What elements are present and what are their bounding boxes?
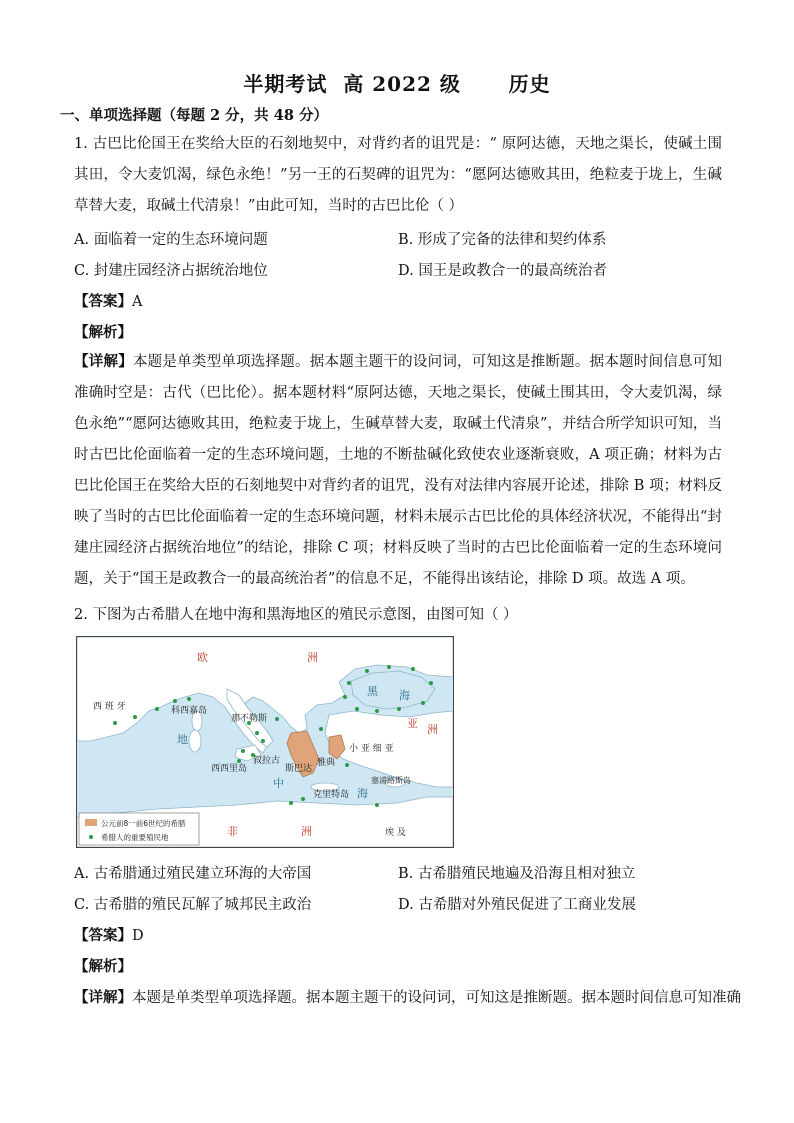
colony-dot (237, 759, 241, 763)
q2-detail-text: 本题是单类型单项选择题。据本题主题干的设问词，可知这是推断题。据本题时间信息可知准确 (132, 990, 741, 1006)
colony-dot (343, 695, 347, 699)
map-label-asia: 亚 (407, 717, 418, 730)
detail-label: 【详解】 (74, 353, 133, 370)
colony-dot (397, 707, 401, 711)
colony-dot (365, 669, 369, 673)
q2-option-d: D. 古希腊对外殖民促进了工商业发展 (398, 897, 636, 913)
sardinia (189, 730, 201, 752)
q1-analysis-label: 【解析】 (74, 324, 132, 341)
colony-dot (261, 739, 265, 743)
answer-label: 【答案】 (74, 293, 132, 310)
colony-dot (289, 801, 293, 805)
map-label-sparta: 斯巴达 (285, 764, 313, 774)
question-1-stem: 1. 古巴比伦国王在奖给大臣的石刻地契中，对背约者的诅咒是：“ 原阿达德，天地之渠长，使碱土围其田，令大麦饥渴，绿色永绝！”另一王的石契碑的诅咒为：“愿阿达德败其田，绝粒麦于垅上，生碱草替大麦，取碱土代清泉！”由此可知，当时的古巴比伦（ ） (74, 136, 722, 214)
map-label-blacksea: 海 (399, 689, 410, 702)
colony-dot (113, 721, 117, 725)
q2-option-a: A. 古希腊通过殖民建立环海的大帝国 (74, 866, 312, 882)
q1-answer: A (132, 294, 143, 310)
map-label-africa: 洲 (301, 825, 312, 838)
colony-dot (319, 727, 323, 731)
colony-dot (275, 717, 279, 721)
detail-label: 【详解】 (74, 989, 132, 1006)
map-label-egypt: 埃 及 (385, 828, 406, 838)
q1-option-c: C. 封建庄园经济占据统治地位 (74, 263, 268, 279)
map-label-med: 地 (177, 733, 188, 746)
colony-dot (155, 707, 159, 711)
legend-colony-label: 希腊人的重要殖民地 (101, 833, 169, 842)
map-label-cyprus: 塞浦路斯岛 (371, 776, 411, 785)
colony-dot (375, 803, 379, 807)
map-label-med: 海 (357, 787, 368, 800)
map-label-crete: 克里特岛 (313, 790, 350, 800)
map-label-athens: 雅典 (317, 758, 336, 768)
q2-analysis-label: 【解析】 (74, 958, 132, 975)
colony-dot (301, 797, 305, 801)
map-label-syracuse: 叙拉古 (253, 756, 281, 766)
answer-label: 【答案】 (74, 927, 132, 944)
q2-answer: D (132, 928, 144, 944)
legend-area-label: 公元前8一前6世纪的希腊 (101, 819, 186, 828)
map-legend (79, 813, 199, 845)
section-heading: 一、单项选择题（每题 2 分，共 48 分） (60, 107, 328, 124)
legend-colony-dot (89, 835, 93, 839)
legend-area-swatch (85, 819, 97, 826)
map-label-spain: 西 班 牙 (93, 702, 126, 712)
colony-dot (173, 699, 177, 703)
colony-dot (411, 667, 415, 671)
colony-dot (241, 749, 245, 753)
colony-dot (187, 697, 191, 701)
q2-option-c: C. 古希腊的殖民瓦解了城邦民主政治 (74, 897, 312, 913)
q2-detail (74, 986, 741, 1007)
colony-dot (375, 709, 379, 713)
colony-dot (355, 707, 359, 711)
q1-answer-line (74, 290, 142, 311)
colony-dot (387, 665, 391, 669)
q1-option-a: A. 面临着一定的生态环境问题 (74, 232, 268, 248)
map-label-europe: 洲 (307, 651, 318, 664)
colony-dot (347, 681, 351, 685)
map-label-blacksea: 黑 (367, 685, 378, 698)
colony-dot (133, 715, 137, 719)
q1-detail-text: 本题是单类型单项选择题。据本题主题干的设问词，可知这是推断题。据本题时间信息可知准确时空是：古代（巴比伦）。据本题材料“原阿达德，天地之渠长，使碱土围其田，令大麦饥渴，绿色永绝”“愿阿达德败其田，绝粒麦于垅上，生碱草替大麦，取碱土代清泉”，并结合所学知识可知，当时古巴比伦面临着一定的生态环境问题，土地的不断盐碱化致使农业逐渐衰败，A 项正确；材料为古巴比伦国王在奖给大臣的石刻地契中对背约者的诅咒，没有对法律内容展开论述，排除 B 项；材料反映了当时的古巴比伦面临着一定的生态环境问题，材料未展示古巴比伦的具体经济状况，不能得出“封建庄园经济占据统治地位”的结论，排除 C 项；材料反映了当时的古巴比伦面临着一定的生态环境问题，关于“国王是政教合一的最高统治者”的信息不足，不能得出该结论，排除 D 项。故选 A 项。 (74, 354, 723, 587)
map-label-med: 中 (273, 777, 284, 790)
q1-option-b: B. 形成了完备的法律和契约体系 (398, 232, 607, 248)
colony-dot (255, 731, 259, 735)
colony-dot (429, 681, 433, 685)
map-label-naples: 那不勒斯 (231, 714, 268, 724)
map-label-europe: 欧 (197, 651, 208, 664)
greek-colonization-map (76, 636, 454, 848)
map-label-asiaminor: 小 亚 细 亚 (349, 744, 394, 754)
map-label-africa: 非 (227, 825, 238, 838)
page-title: 半期考试 高 2022 级 历史 (243, 72, 551, 96)
colony-dot (345, 763, 349, 767)
q2-option-b: B. 古希腊殖民地遍及沿海且相对独立 (398, 866, 636, 882)
map-label-sicily: 西西里岛 (211, 764, 248, 774)
q1-option-d: D. 国王是政教合一的最高统治者 (398, 263, 607, 279)
question-2-stem: 2. 下图为古希腊人在地中海和黑海地区的殖民示意图，由图可知（ ） (74, 607, 518, 623)
map-label-asia: 洲 (427, 723, 438, 736)
q2-answer-line (74, 924, 144, 945)
map-label-corsica: 科西嘉岛 (171, 706, 208, 716)
q1-detail (74, 346, 722, 595)
colony-dot (421, 701, 425, 705)
